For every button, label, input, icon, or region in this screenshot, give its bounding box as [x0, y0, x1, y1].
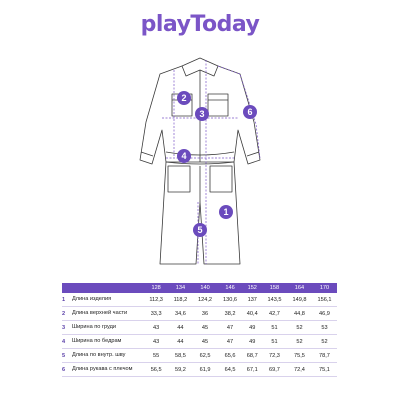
measurement-value: 156,1	[312, 293, 337, 307]
measurement-value: 112,3	[144, 293, 168, 307]
table-row	[62, 335, 337, 349]
measurement-name: Длина по внутр. шву	[72, 349, 144, 363]
size-header-cell: 146	[218, 283, 243, 293]
size-header-cell: 164	[287, 283, 312, 293]
measurement-value: 78,7	[312, 349, 337, 363]
svg-text:5: 5	[197, 225, 203, 235]
measurement-value: 56,5	[144, 363, 168, 377]
svg-text:2: 2	[181, 93, 187, 103]
measurement-value: 47	[218, 335, 243, 349]
header-blank	[62, 283, 72, 293]
measurement-value: 36	[193, 307, 218, 321]
table-row	[62, 293, 337, 307]
measurement-value: 118,2	[168, 293, 192, 307]
row-number: 1	[62, 293, 72, 307]
size-header-row	[62, 283, 337, 293]
measurement-value: 65,6	[218, 349, 243, 363]
header-blank	[72, 283, 144, 293]
marker-1	[219, 205, 233, 219]
marker-2	[177, 91, 191, 105]
measurement-value: 46,9	[312, 307, 337, 321]
measurement-value: 43	[144, 321, 168, 335]
measurement-value: 72,4	[287, 363, 312, 377]
measurement-name: Длина рукава с плечом	[72, 363, 144, 377]
measurement-value: 61,9	[193, 363, 218, 377]
measurement-value: 75,1	[312, 363, 337, 377]
svg-text:6: 6	[247, 107, 253, 117]
size-table	[62, 283, 337, 377]
measurement-name: Длина изделия	[72, 293, 144, 307]
measurement-name: Ширина по груди	[72, 321, 144, 335]
measurement-value: 49	[243, 321, 262, 335]
measurement-value: 33,3	[144, 307, 168, 321]
measurement-value: 69,7	[262, 363, 287, 377]
table-row	[62, 307, 337, 321]
measurement-name: Ширина по бедрам	[72, 335, 144, 349]
svg-text:3: 3	[199, 109, 205, 119]
measurement-value: 44,8	[287, 307, 312, 321]
measurement-value: 137	[243, 293, 262, 307]
size-header-cell: 158	[262, 283, 287, 293]
measurement-value: 52	[287, 321, 312, 335]
measurement-value: 58,5	[168, 349, 192, 363]
row-number: 6	[62, 363, 72, 377]
size-header-cell: 134	[168, 283, 192, 293]
measurement-value: 38,2	[218, 307, 243, 321]
measurement-value: 68,7	[243, 349, 262, 363]
measurement-value: 53	[312, 321, 337, 335]
measurement-value: 59,2	[168, 363, 192, 377]
measurement-value: 44	[168, 321, 192, 335]
table-row	[62, 321, 337, 335]
measurement-value: 47	[218, 321, 243, 335]
brand-logo: playToday	[140, 12, 260, 37]
table-row	[62, 349, 337, 363]
measurement-value: 72,3	[262, 349, 287, 363]
marker-4	[177, 149, 191, 163]
measurement-name: Длина верхней части	[72, 307, 144, 321]
measurement-value: 67,1	[243, 363, 262, 377]
measurement-value: 130,6	[218, 293, 243, 307]
measurement-value: 52	[287, 335, 312, 349]
marker-5	[193, 223, 207, 237]
measurement-value: 42,7	[262, 307, 287, 321]
size-header-cell: 152	[243, 283, 262, 293]
row-number: 5	[62, 349, 72, 363]
measurement-value: 75,5	[287, 349, 312, 363]
measurement-value: 43	[144, 335, 168, 349]
size-header-cell: 140	[193, 283, 218, 293]
svg-text:4: 4	[181, 151, 187, 161]
measurement-value: 51	[262, 335, 287, 349]
measurement-value: 45	[193, 321, 218, 335]
measurement-value: 143,5	[262, 293, 287, 307]
measurement-value: 44	[168, 335, 192, 349]
measurement-value: 62,5	[193, 349, 218, 363]
size-header-cell: 128	[144, 283, 168, 293]
measurement-value: 34,6	[168, 307, 192, 321]
marker-6	[243, 105, 257, 119]
measurement-value: 55	[144, 349, 168, 363]
measurement-value: 40,4	[243, 307, 262, 321]
measurement-value: 149,8	[287, 293, 312, 307]
measurement-value: 45	[193, 335, 218, 349]
measurement-value: 124,2	[193, 293, 218, 307]
jumpsuit-sketch	[110, 52, 290, 267]
row-number: 4	[62, 335, 72, 349]
measurement-value: 51	[262, 321, 287, 335]
measurement-value: 64,5	[218, 363, 243, 377]
size-header-cell: 170	[312, 283, 337, 293]
svg-text:1: 1	[223, 207, 229, 217]
measurement-value: 49	[243, 335, 262, 349]
row-number: 2	[62, 307, 72, 321]
measurement-value: 52	[312, 335, 337, 349]
row-number: 3	[62, 321, 72, 335]
table-row	[62, 363, 337, 377]
marker-3	[195, 107, 209, 121]
